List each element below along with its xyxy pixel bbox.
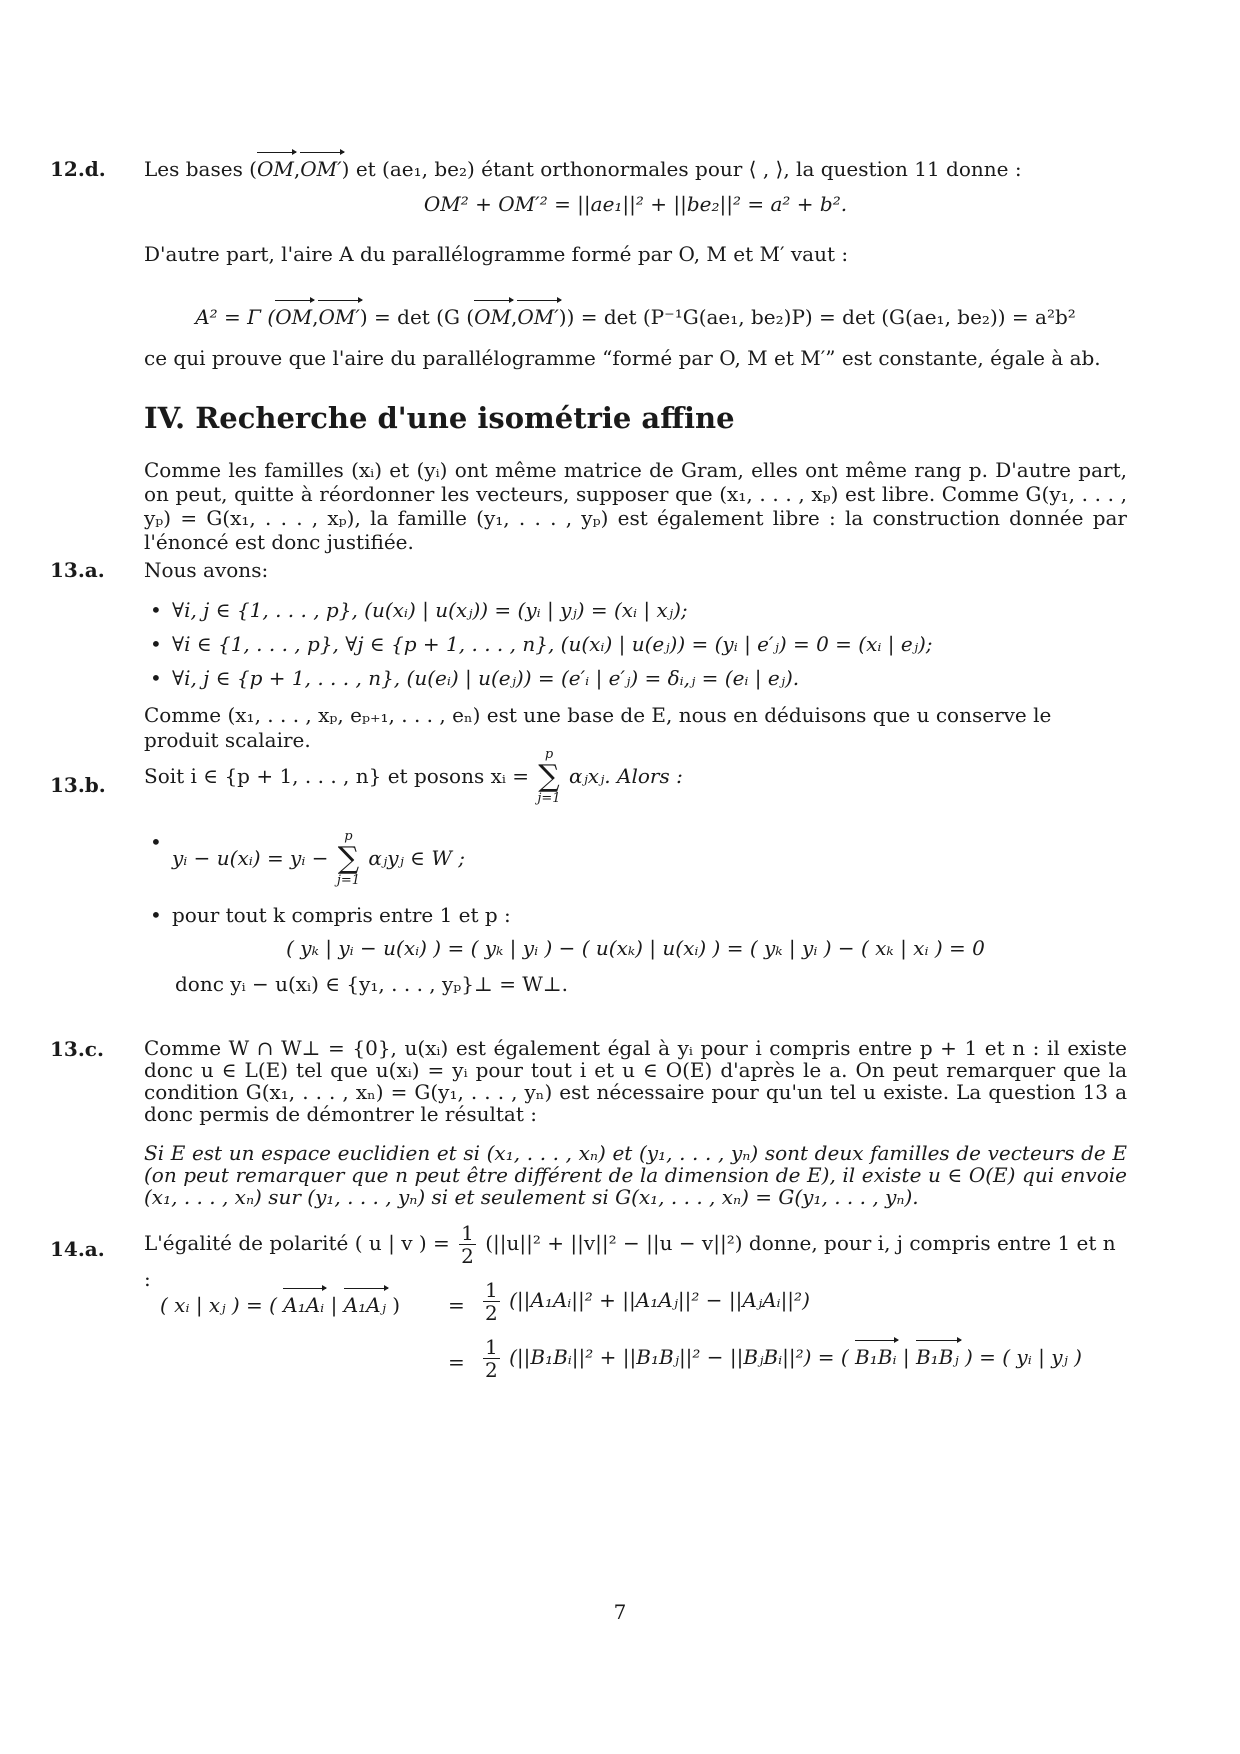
q13b-intro-a: Soit i ∈ {p + 1, . . . , n} et posons xᵢ = bbox=[144, 763, 530, 788]
q13b-label: 13.b. bbox=[50, 773, 106, 797]
eq2-c: )) = det (P⁻¹G(ae₁, be₂)P) = det (G(ae₁, be₂)) = a²b² bbox=[558, 305, 1076, 329]
denominator: 2 bbox=[485, 1358, 498, 1382]
intro-b: (||u||² + ||v||² − ||u − v||²) donne, pour i, j compris entre 1 et n : bbox=[144, 1231, 1116, 1291]
q12d-line3: ce qui prouve que l'aire du parallélogramme “formé par O, M et M′” est constante, égale à ab. bbox=[144, 346, 1101, 370]
row2-b: ) = ( yᵢ | yⱼ ) bbox=[965, 1345, 1082, 1369]
eq-sign-1: = bbox=[448, 1293, 465, 1317]
section-intro: Comme les familles (xᵢ) et (yᵢ) ont même matrice de Gram, elles ont même rang p. D'autre part, on peut, quitte à réordonner les vecteurs, supposer que (x₁, . . . , xₚ) est libre. Comme G(y₁, . . . , yₚ) = G(x₁, . . . , xₚ), la famille (y₁, . . . , yₚ) est également libre : la construction donnée par l'énoncé est donc justifiée. bbox=[144, 458, 1127, 554]
vector-om-prime: OM′ bbox=[318, 305, 360, 329]
q14a-label: 14.a. bbox=[50, 1237, 105, 1261]
row2-a: (||B₁Bᵢ||² + ||B₁Bⱼ||² − ||BⱼBᵢ||²) = ( bbox=[509, 1345, 849, 1369]
q14a-row2 bbox=[480, 1336, 1082, 1381]
intro-a: L'égalité de polarité ( u | v ) = bbox=[144, 1231, 450, 1255]
q13b-conclusion: donc yᵢ − u(xᵢ) ∈ {y₁, . . . , yₚ}⊥ = W⊥. bbox=[175, 972, 569, 996]
fraction-half bbox=[459, 1222, 476, 1267]
vector-a1ai: A₁Aᵢ bbox=[283, 1293, 325, 1317]
numerator: 1 bbox=[461, 1221, 474, 1245]
q12d-label: 12.d. bbox=[50, 157, 106, 181]
q13b-intro-b: αⱼxⱼ. Alors : bbox=[568, 763, 683, 788]
q12d-line2: D'autre part, l'aire A du parallélogramme formé par O, M et M′ vaut : bbox=[144, 242, 849, 266]
q13b-bullet1 bbox=[172, 830, 465, 889]
page-number: 7 bbox=[613, 1600, 627, 1624]
sum-sigma: ∑ bbox=[337, 841, 360, 877]
sum-symbol bbox=[537, 748, 560, 807]
q13c-theorem: Si E est un espace euclidien et si (x₁, . . . , xₙ) et (y₁, . . . , yₙ) sont deux familles de vecteurs de E (on peut remarquer que n peut être différent de la dimension de E), il existe u ∈ O(E) qui envoie (x₁, . . . , xₙ) sur (y₁, . . . , yₙ) si et seulement si G(x₁, . . . , xₙ) = G(y₁, . . . , yₙ). bbox=[144, 1141, 1127, 1209]
vector-om: OM bbox=[474, 305, 511, 329]
q13a-intro: Nous avons: bbox=[144, 558, 269, 582]
q12d-line1-b: ) et (ae₁, be₂) étant orthonormales pour ⟨ , ⟩, la question 11 donne : bbox=[341, 157, 1022, 181]
q14a-row1 bbox=[480, 1279, 810, 1324]
sum-top: p bbox=[544, 747, 554, 762]
eq2-b: ) = det (G ( bbox=[359, 305, 475, 329]
vector-om-prime: OM′ bbox=[300, 157, 342, 181]
comma: , bbox=[510, 305, 518, 329]
q13b-bullet2: • pour tout k compris entre 1 et p : bbox=[172, 903, 511, 928]
row1-text: (||A₁Aᵢ||² + ||A₁Aⱼ||² − ||AⱼAᵢ||²) bbox=[509, 1288, 810, 1312]
lhs-b: ) bbox=[392, 1293, 401, 1317]
vector-a1aj: A₁Aⱼ bbox=[343, 1293, 386, 1317]
fraction-half bbox=[483, 1336, 500, 1381]
sum-sigma: ∑ bbox=[538, 759, 560, 795]
section-heading: IV. Recherche d'une isométrie affine bbox=[144, 401, 735, 435]
q13c-label: 13.c. bbox=[50, 1037, 104, 1061]
b1-a: yᵢ − u(xᵢ) = yᵢ − bbox=[172, 845, 329, 870]
numerator: 1 bbox=[485, 1335, 498, 1359]
eq2-a: A² = Γ ( bbox=[195, 305, 276, 329]
vector-om-prime: OM′ bbox=[517, 305, 559, 329]
fraction-half bbox=[483, 1279, 500, 1324]
q13a-label: 13.a. bbox=[50, 558, 105, 582]
denominator: 2 bbox=[485, 1301, 498, 1325]
sum-bottom: j=1 bbox=[537, 791, 561, 807]
lhs-a: ( xᵢ | xⱼ ) = ( bbox=[160, 1293, 277, 1317]
q13b-intro bbox=[144, 748, 1127, 807]
q13c-paragraph: Comme W ∩ W⊥ = {0}, u(xᵢ) est également égal à yᵢ pour i compris entre p + 1 et n : il existe donc u ∈ L(E) tel que u(xᵢ) = yᵢ pour tout i et u ∈ O(E) d'après le a. On peut remarquer que la condition G(x₁, . . . , xₙ) = G(y₁, . . . , yₙ) est nécessaire pour qu'un tel u existe. La question 13 a donc permis de démontrer le résultat : bbox=[144, 1036, 1127, 1126]
comma: , bbox=[312, 305, 319, 329]
q14a-lhs bbox=[160, 1293, 400, 1318]
vector-om: OM bbox=[257, 157, 294, 181]
q13b-equation: ( yₖ | yᵢ − u(xᵢ) ) = ( yₖ | yᵢ ) − ( u(xₖ) | u(xᵢ) ) = ( yₖ | yᵢ ) − ( xₖ | xᵢ ) = 0 bbox=[286, 936, 985, 960]
q13a-conclusion: Comme (x₁, . . . , xₚ, eₚ₊₁, . . . , eₙ) est une base de E, nous en déduisons que u conserve le produit scalaire. bbox=[144, 703, 1052, 752]
q13a-bullet2: • ∀i ∈ {1, . . . , p}, ∀j ∈ {p + 1, . . . , n}, (u(xᵢ) | u(eⱼ)) = (yᵢ | e′ⱼ) = 0 = (xᵢ | eⱼ); bbox=[172, 632, 933, 657]
numerator: 1 bbox=[485, 1278, 498, 1302]
q13a-bullet1: • ∀i, j ∈ {1, . . . , p}, (u(xᵢ) | u(xⱼ)) = (yᵢ | yⱼ) = (xᵢ | xⱼ); bbox=[172, 598, 688, 623]
denominator: 2 bbox=[461, 1244, 474, 1268]
bar: | bbox=[902, 1345, 910, 1369]
q13a-bullet3: • ∀i, j ∈ {p + 1, . . . , n}, (u(eᵢ) | u(eⱼ)) = (e′ᵢ | e′ⱼ) = δᵢ,ⱼ = (eᵢ | eⱼ). bbox=[172, 666, 799, 691]
sum-symbol bbox=[337, 830, 360, 889]
sum-bottom: j=1 bbox=[336, 873, 361, 889]
q12d-line1 bbox=[144, 157, 1127, 182]
eq-sign-2: = bbox=[448, 1350, 465, 1374]
sum-top: p bbox=[344, 829, 353, 844]
vector-b1bj: B₁Bⱼ bbox=[915, 1345, 959, 1369]
q12d-equation2 bbox=[144, 305, 1127, 330]
vector-om: OM bbox=[275, 305, 313, 329]
bar: | bbox=[330, 1293, 338, 1317]
q12d-equation1: OM² + OM′² = ||ae₁||² + ||be₂||² = a² + b². bbox=[423, 192, 848, 216]
vector-b1bi: B₁Bᵢ bbox=[855, 1345, 897, 1369]
b1-b: αⱼyⱼ ∈ W ; bbox=[368, 845, 465, 870]
q12d-line1-a: Les bases ( bbox=[144, 157, 257, 181]
comma: , bbox=[293, 157, 301, 181]
